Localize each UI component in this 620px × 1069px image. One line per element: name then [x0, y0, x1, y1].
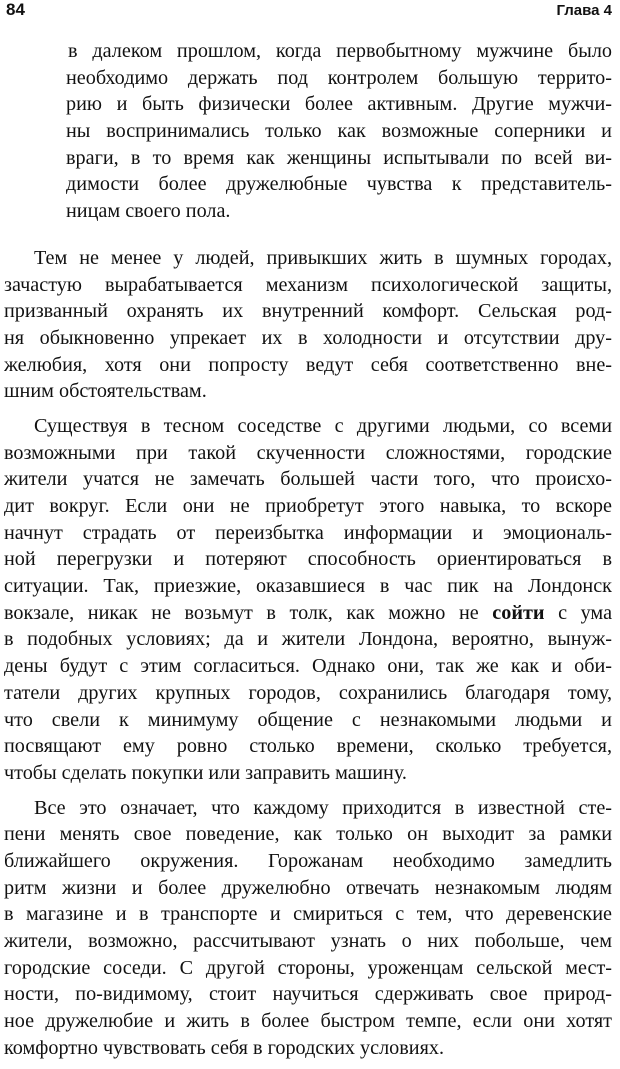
text-line: ности, по-видимому, стоит научиться сдерживать свое природ-	[4, 983, 612, 1006]
text-line: жители, возможно, рассчитывают узнать о них побольше, чем	[4, 930, 612, 952]
text-line: возможными при такой скученности сложностями, городские	[4, 441, 612, 464]
text-segment: вокзале, никак не возьмут в толк, как можно не	[4, 601, 479, 624]
text-line: ритм жизни и более дружелюбно отвечать незнакомым людям	[4, 876, 612, 899]
text-line: ня обыкновенно упрекает их в холодности и отсутствии дру-	[4, 326, 612, 349]
chapter-label: Глава 4	[556, 2, 612, 19]
text-line: Существуя в тесном соседстве с другими людьми, со всеми	[34, 414, 612, 437]
text-line: ное дружелюбие и жить в более быстром темпе, если они хотят	[4, 1010, 612, 1033]
text-line: призванный охранять их внутренний комфорт. Сельская род-	[4, 300, 612, 323]
text-segment: с ума	[558, 601, 612, 624]
text-line: пени менять свое поведение, как только он выходит за рамки	[4, 823, 612, 846]
page-body	[4, 38, 612, 1069]
text-line: городские соседи. С другой стороны, уроженцам сельской мест-	[4, 956, 612, 979]
text-line-with-bold	[4, 600, 612, 627]
text-line: ближайшего окружения. Горожанам необходимо замедлить	[4, 849, 612, 872]
text-line: в подобных условиях; да и жители Лондона, вероятно, вынуж-	[4, 628, 612, 651]
text-line: зачастую вырабатывается механизм психологической защиты,	[4, 273, 612, 296]
quote-line: ны воспринимались только как возможные соперники и	[66, 120, 612, 143]
bold-word: сойти	[492, 601, 545, 624]
paragraph-3	[4, 795, 612, 1062]
quote-line: враги, в то время как женщины испытывали по всей ви-	[66, 146, 612, 169]
quote-line: необходимо держать под контролем большую террито-	[66, 66, 612, 89]
text-line: Тем не менее у людей, привыкших жить в шумных городах,	[34, 246, 612, 269]
text-line: ной перегрузки и потеряют способность ориентироваться в	[4, 548, 612, 571]
quote-line: димости более дружелюбные чувства к представитель-	[66, 173, 612, 196]
text-line: чтобы сделать покупки или заправить машину.	[4, 761, 407, 784]
paragraph-1	[4, 245, 612, 405]
text-line: что свели к минимуму общение с незнакомыми людьми и	[4, 708, 612, 731]
page-header	[0, 0, 620, 24]
paragraph-2	[4, 413, 612, 787]
text-line: ситуации. Так, приезжие, оказавшиеся в час пик на Лондонск	[4, 575, 612, 598]
page-number: 84	[6, 0, 25, 19]
quote-line: рию и быть физически более активным. Другие мужчи-	[66, 93, 612, 116]
text-line: начнут страдать от переизбытка информации и эмоциональ-	[4, 521, 612, 544]
text-line: посвящают ему ровно столько времени, сколько требуется,	[4, 735, 612, 758]
text-line: дит вокруг. Если они не приобретут этого навыка, то вскоре	[4, 495, 612, 517]
text-line: желюбия, хотя они попросту ведут себя соответственно вне-	[4, 353, 612, 376]
text-line: жители учатся не замечать большей части того, что происхо-	[4, 468, 612, 491]
quoted-passage	[66, 38, 612, 225]
text-line: шним обстоятельствам.	[4, 380, 207, 403]
quote-line: в далеком прошлом, когда первобытному мужчине было	[68, 40, 612, 62]
text-line: Все это означает, что каждому приходится в известной сте-	[34, 796, 612, 819]
quote-line: ницам своего пола.	[66, 200, 231, 223]
text-line: дены будут с этим согласиться. Однако они, так же как и оби-	[4, 655, 612, 678]
text-line: в магазине и в транспорте и смириться с тем, что деревенские	[4, 903, 612, 926]
text-line: комфортно чувствовать себя в городских условиях.	[4, 1036, 445, 1059]
text-line: татели других крупных городов, сохранились благодаря тому,	[4, 681, 612, 704]
